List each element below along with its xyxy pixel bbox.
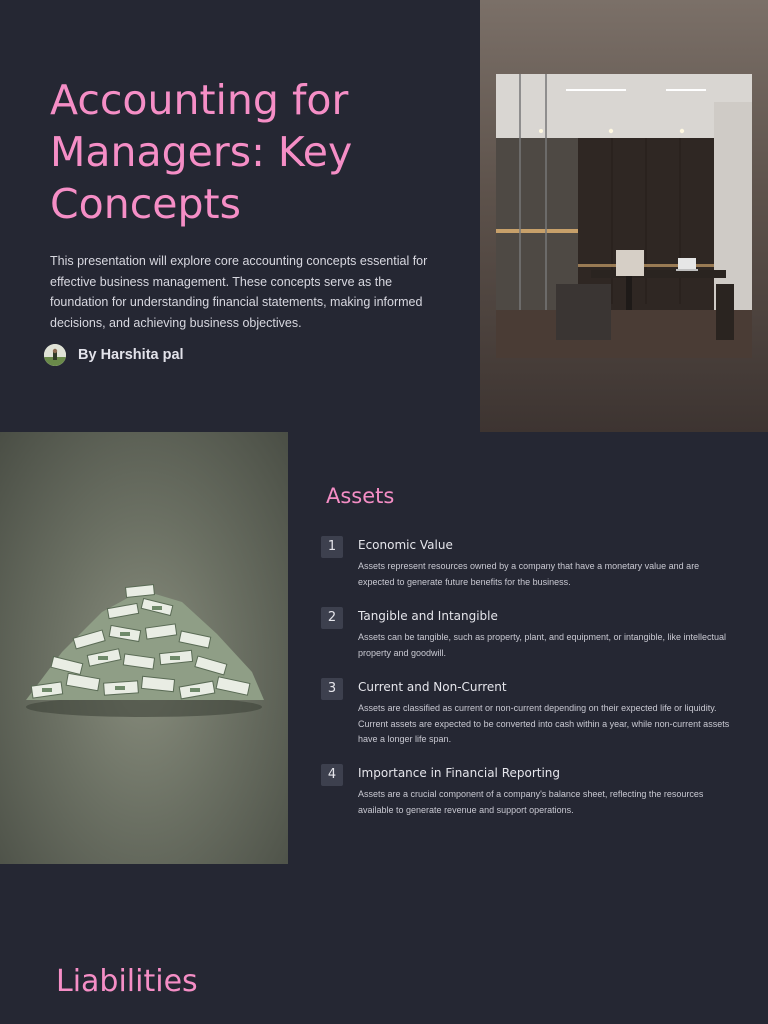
item-number-badge: 2 — [321, 607, 343, 629]
liabilities-slide — [0, 864, 768, 1024]
author-byline — [44, 343, 184, 367]
office-interior-icon — [496, 74, 752, 358]
item-title: Importance in Financial Reporting — [358, 766, 561, 780]
title-slide — [0, 0, 768, 432]
slide-description: This presentation will explore core accounting concepts essential for effective business management. These concepts serve as the foundation for understanding financial statements, making informed decisions, and achieving business objectives. — [50, 254, 428, 331]
pile-of-cash-icon — [12, 572, 276, 722]
assets-slide — [0, 432, 768, 864]
item-description: Assets represent resources owned by a company that have a monetary value and are expected to generate future benefits for the business. — [358, 561, 700, 587]
office-photo-panel — [480, 0, 768, 432]
item-title: Current and Non-Current — [358, 680, 507, 694]
item-number-badge: 3 — [321, 678, 343, 700]
item-title: Tangible and Intangible — [358, 609, 498, 623]
money-photo-panel — [0, 432, 288, 864]
avatar-image-icon — [44, 344, 66, 366]
assets-heading: Assets — [326, 484, 395, 508]
slide-title: Accounting for Managers: Key Concepts — [50, 76, 353, 228]
item-number-badge: 4 — [321, 764, 343, 786]
author-name: By Harshita pal — [78, 347, 184, 363]
item-description: Assets can be tangible, such as property, plant, and equipment, or intangible, like intellectual property and goodwill. — [358, 632, 727, 658]
item-title: Economic Value — [358, 538, 453, 552]
item-description: Assets are classified as current or non-current depending on their expected life or liquidity. Current assets are expected to be converted into cash within a year, while non-current assets have a longer life span. — [358, 703, 730, 744]
author-avatar — [44, 344, 66, 366]
liabilities-heading: Liabilities — [56, 964, 198, 999]
item-number-badge: 1 — [321, 536, 343, 558]
item-description: Assets are a crucial component of a company's balance sheet, reflecting the resources available to generate revenue and support operations. — [358, 789, 704, 815]
